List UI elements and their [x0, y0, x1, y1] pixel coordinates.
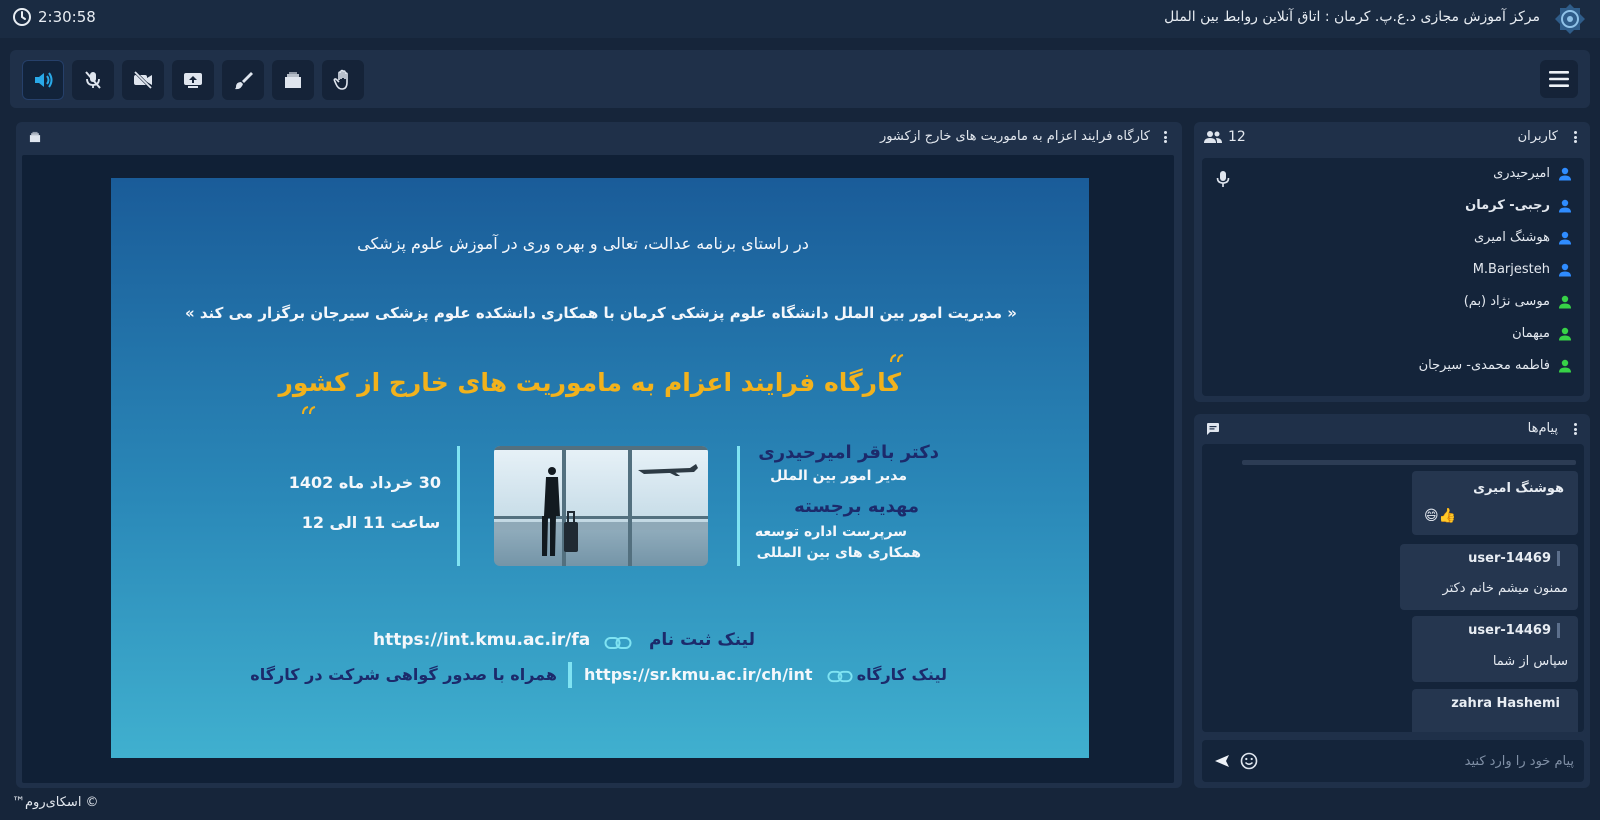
users-list	[1202, 158, 1584, 396]
user-icon	[1558, 359, 1572, 373]
chat-message	[1400, 544, 1578, 610]
session-time: 2:30:58	[38, 8, 96, 26]
user-list-item[interactable]	[1473, 262, 1572, 277]
speaker2-role-line2: همکاری های بین المللی	[756, 545, 921, 561]
slide-headline: کارگاه فرایند اعزام به ماموریت های خارج از کشور	[278, 368, 901, 397]
whiteboard-button[interactable]	[222, 60, 264, 100]
user-icon	[1558, 231, 1572, 245]
speaker1-name: دکتر باقر امیرحیدری	[758, 442, 939, 463]
user-name: امیرحیدری	[1493, 166, 1550, 181]
registration-url[interactable]: https://int.kmu.ac.ir/fa	[373, 630, 591, 650]
link-icon	[604, 636, 632, 650]
speaker-button[interactable]	[22, 60, 64, 100]
chat-scroll-indicator	[1242, 460, 1576, 465]
chat-message	[1412, 471, 1578, 535]
chat-sender: هوشنگ امیری	[1473, 481, 1564, 496]
brand-footer: © اسکای‌روم™	[12, 795, 99, 810]
user-icon	[1558, 167, 1572, 181]
main-menu-button[interactable]	[1540, 60, 1578, 98]
user-icon	[1558, 263, 1572, 277]
files-icon	[282, 69, 304, 91]
session-timer	[12, 7, 96, 27]
presentation-header	[16, 122, 1182, 152]
chat-sender: user-14469	[1468, 623, 1560, 638]
workshop-date: 30 خرداد ماه 1402	[288, 473, 441, 492]
user-name: موسی نژاد (بم)	[1463, 294, 1550, 309]
chat-messages	[1202, 444, 1584, 732]
quote-mark-icon	[301, 406, 317, 420]
raise-hand-button[interactable]	[322, 60, 364, 100]
camera-off-icon	[132, 69, 154, 91]
user-name: میهمان	[1512, 326, 1550, 341]
link-icon	[827, 670, 853, 683]
airport-traveler-image	[494, 446, 708, 566]
user-list-item[interactable]	[1474, 230, 1572, 245]
share-screen-button[interactable]	[172, 60, 214, 100]
speaker2-name: مهدیه برجسته	[794, 496, 919, 517]
user-icon	[1558, 295, 1572, 309]
room-title: مرکز آموزش مجازی د.ع.پ. کرمان : اتاق آنلاین روابط بین الملل	[1164, 9, 1540, 25]
user-icon	[1558, 327, 1572, 341]
user-name: رجبی- کرمان	[1465, 198, 1550, 213]
speaker1-role: مدیر امور بین الملل	[770, 468, 907, 484]
microphone-button[interactable]	[72, 60, 114, 100]
chat-sender: user-14469	[1468, 551, 1560, 566]
emoji-icon[interactable]	[1240, 752, 1258, 770]
slide-organizer-line: « مدیریت امور بین الملل دانشگاه علوم پزشکی کرمان با همکاری دانشکده علوم پزشکی سیرجان برگزار می کند »	[184, 304, 1017, 322]
certificate-note: همراه با صدور گواهی شرکت در کارگاه	[250, 665, 557, 684]
speaker-icon	[32, 69, 54, 91]
slide-divider	[568, 662, 572, 688]
chat-message	[1412, 616, 1578, 682]
workshop-time: ساعت 11 الی 12	[301, 513, 441, 532]
camera-button[interactable]	[122, 60, 164, 100]
user-list-item[interactable]	[1512, 326, 1572, 341]
speaker2-role-line1: سرپرست اداره توسعه	[754, 524, 907, 540]
chat-bubble-icon	[1206, 422, 1220, 436]
send-icon[interactable]	[1214, 754, 1230, 768]
chat-message-input[interactable]	[1284, 750, 1574, 772]
presentation-options-icon[interactable]	[1160, 129, 1170, 145]
chat-sender: zahra Hashemi	[1451, 696, 1560, 711]
chat-options-icon[interactable]	[1570, 421, 1580, 437]
presentation-slide	[111, 178, 1089, 758]
files-icon[interactable]	[28, 130, 42, 144]
slide-divider	[737, 446, 740, 566]
user-count: 12	[1228, 129, 1246, 145]
hamburger-menu-icon	[1549, 70, 1569, 88]
mic-off-icon	[82, 69, 104, 91]
user-icon	[1558, 199, 1572, 213]
chat-title: پیام‌ها	[1527, 421, 1558, 436]
users-options-icon[interactable]	[1570, 129, 1580, 145]
slide-intro-line: در راستای برنامه عدالت، تعالی و بهره وری در آموزش علوم پزشکی	[357, 234, 809, 253]
chat-text: ممنون میشم خانم دکتر	[1442, 581, 1568, 596]
microphone-icon	[1216, 170, 1230, 188]
user-list-item[interactable]	[1465, 198, 1572, 213]
users-group-icon	[1204, 130, 1222, 144]
workshop-url[interactable]: https://sr.kmu.ac.ir/ch/int	[584, 665, 813, 684]
user-name: فاطمه محمدی- سیرجان	[1418, 358, 1550, 373]
user-list-item[interactable]	[1464, 294, 1572, 309]
users-header	[1194, 122, 1590, 152]
quote-mark-icon	[889, 354, 905, 368]
registration-link-label: لینک ثبت نام	[648, 630, 755, 650]
university-logo	[1554, 3, 1586, 35]
user-name: هوشنگ امیری	[1473, 230, 1550, 245]
slide-divider	[457, 446, 460, 566]
clock-icon	[12, 7, 32, 27]
chat-text: 👍😄	[1424, 508, 1457, 524]
toolbar	[10, 50, 1590, 108]
users-title: کاربران	[1517, 129, 1558, 144]
chat-message	[1412, 689, 1578, 732]
presentation-title: کارگاه فرایند اعزام به ماموریت های خارج ازکشور	[879, 129, 1150, 144]
chat-header	[1194, 414, 1590, 444]
user-list-item[interactable]	[1493, 166, 1572, 181]
chat-input-bar	[1202, 740, 1584, 782]
user-list-item[interactable]	[1419, 358, 1572, 373]
raise-hand-icon	[332, 69, 354, 91]
chat-text: سپاس از شما	[1492, 654, 1568, 669]
user-name: M.Barjesteh	[1472, 262, 1550, 277]
files-button[interactable]	[272, 60, 314, 100]
top-bar	[0, 0, 1600, 38]
whiteboard-brush-icon	[232, 69, 254, 91]
workshop-link-label: لینک کارگاه	[856, 665, 947, 684]
share-screen-icon	[182, 69, 204, 91]
